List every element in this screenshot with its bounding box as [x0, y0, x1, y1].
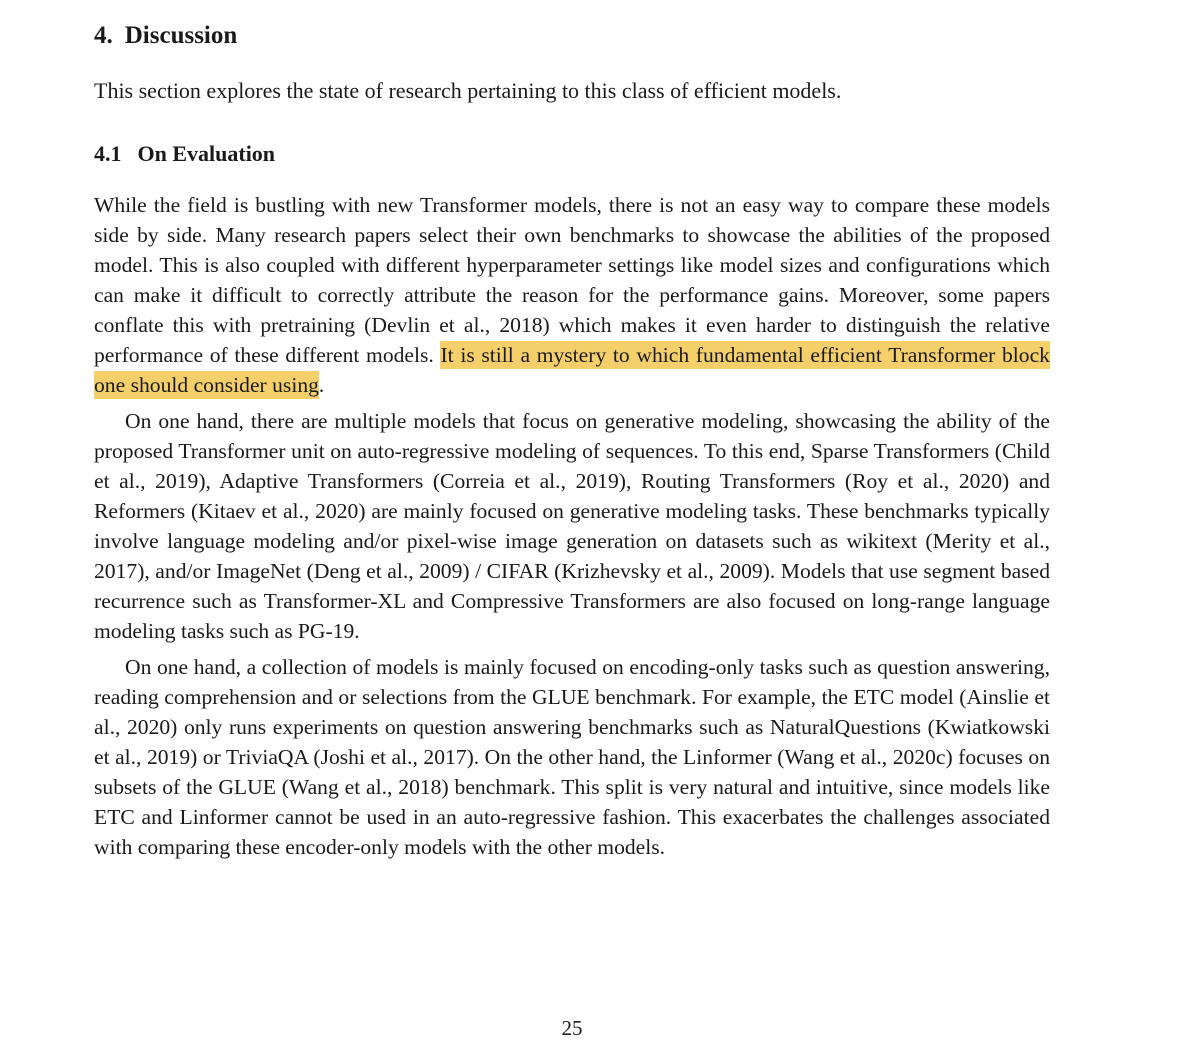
subsection-number: 4.1	[94, 141, 122, 166]
section-title: Discussion	[124, 22, 238, 49]
section-number: 4.	[94, 22, 113, 49]
paragraph-2: On one hand, there are multiple models that focus on generative modeling, showcasing the ability of the proposed Transformer unit on auto-regressive modeling of sequences. To this end, Sparse Transformers (Child et al., 2019), Adaptive Transformers (Correia et al., 2019), Routing Transformers (Roy et al., 2020) and Reformers (Kitaev et al., 2020) are mainly focused on generative modeling tasks. These benchmarks typically involve language modeling and/or pixel-wise image generation on datasets such as wikitext (Merity et al., 2017), and/or ImageNet (Deng et al., 2009) / CIFAR (Krizhevsky et al., 2009). Models that use segment based recurrence such as Transformer-XL and Compressive Transformers are also focused on long-range language modeling tasks such as PG-19.	[94, 409, 1050, 643]
highlighted-sentence: It is still a mystery to which fundamental efficient Transformer block one should consider using	[94, 343, 1050, 397]
paragraph-1	[94, 190, 1050, 400]
paragraph-3: On one hand, a collection of models is mainly focused on encoding-only tasks such as question answering, reading comprehension and or selections from the GLUE benchmark. For example, the ETC model (Ainslie et al., 2020) only runs experiments on question answering benchmarks such as NaturalQuestions (Kwiatkowski et al., 2019) or TriviaQA (Joshi et al., 2017). On the other hand, the Linformer (Wang et al., 2020c) focuses on subsets of the GLUE (Wang et al., 2018) benchmark. This split is very natural and intuitive, since models like ETC and Linformer cannot be used in an auto-regressive fashion. This exacerbates the challenges associated with comparing these encoder-only models with the other models.	[94, 655, 1050, 859]
body-text	[94, 190, 1050, 862]
section-intro: This section explores the state of research pertaining to this class of efficient models.	[94, 78, 842, 103]
page-number: 25	[561, 1016, 583, 1040]
section-heading	[94, 22, 237, 50]
paragraph-1-end: .	[318, 373, 325, 397]
paragraph-1-text: While the field is bustling with new Transformer models, there is not an easy way to compare these models side by side. Many research papers select their own benchmarks to showcase the abilities of the proposed model. This is also coupled with different hyperparameter settings like model sizes and configurations which can make it difficult to correctly attribute the reason for the performance gains. Moreover, some papers conflate this with pretraining (Devlin et al., 2018) which makes it even harder to distinguish the relative performance of these different models.	[94, 193, 1050, 367]
subsection-title: On Evaluation	[137, 141, 276, 166]
subsection-heading	[94, 141, 275, 167]
